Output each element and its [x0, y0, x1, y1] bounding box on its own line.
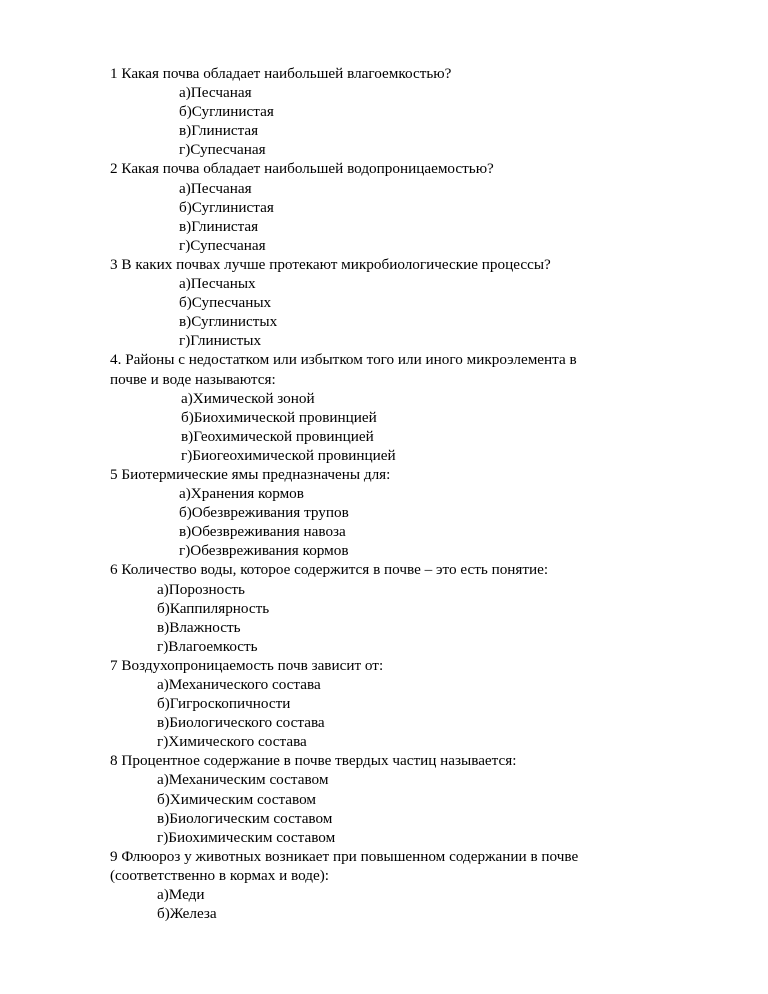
option-c: в)Глинистая	[179, 122, 259, 140]
question-9	[110, 847, 670, 923]
option-c: в)Влажность	[157, 618, 241, 636]
option-d: г)Биогеохимической провинцией	[181, 446, 396, 464]
question-text: 1 Какая почва обладает наибольшей влагоемкостью?	[110, 65, 452, 82]
question-8	[110, 751, 670, 846]
option-a: а)Порозность	[157, 580, 245, 598]
option-d: г)Глинистых	[179, 332, 262, 350]
question-2	[110, 159, 670, 254]
question-3	[110, 255, 670, 350]
question-text: 6 Количество воды, которое содержится в почве – это есть понятие:	[110, 561, 549, 579]
option-d: г)Супесчаная	[179, 236, 266, 254]
question-6	[110, 560, 670, 655]
question-text-line-1: 9 Флюороз у животных возникает при повышенном содержании в почве	[110, 847, 579, 865]
option-b: б)Суглинистая	[179, 103, 274, 121]
option-b: б)Суглинистая	[179, 198, 274, 216]
option-c: в)Геохимической провинцией	[181, 427, 374, 445]
question-text: 7 Воздухопроницаемость почв зависит от:	[110, 656, 384, 674]
option-b: б)Супесчаных	[179, 294, 272, 312]
option-a: а)Меди	[157, 886, 205, 904]
option-b: б)Биохимической провинцией	[181, 408, 377, 426]
question-text-line-1: 4. Районы с недостатком или избытком того или иного микроэлемента в	[110, 351, 577, 369]
option-b: б)Железа	[157, 905, 217, 923]
option-b: б)Химическим составом	[157, 790, 317, 808]
option-a: а)Песчаная	[179, 84, 252, 102]
question-7	[110, 656, 670, 751]
question-1	[110, 64, 670, 159]
option-b: б)Каппилярность	[157, 599, 270, 617]
option-a: а)Механического состава	[157, 676, 321, 693]
option-c: в)Биологическим составом	[157, 809, 333, 827]
option-d: г)Химического состава	[157, 733, 307, 751]
option-d: г)Супесчаная	[179, 141, 266, 159]
option-a: а)Песчаных	[179, 275, 256, 293]
question-text: 8 Процентное содержание в почве твердых частиц называется:	[110, 752, 517, 770]
option-d: г)Биохимическим составом	[157, 828, 336, 846]
quiz-content	[110, 64, 670, 923]
option-d: г)Влагоемкость	[157, 637, 258, 655]
question-text-line-2: (соответственно в кормах и воде):	[110, 866, 329, 884]
option-c: в)Биологического состава	[157, 714, 325, 732]
option-a: а)Механическим составом	[157, 771, 329, 789]
option-d: г)Обезвреживания кормов	[179, 542, 349, 560]
option-a: а)Песчаная	[179, 179, 252, 197]
question-4	[110, 350, 670, 465]
option-b: б)Обезвреживания трупов	[179, 504, 349, 522]
option-b: б)Гигроскопичности	[157, 695, 291, 713]
question-text: 3 В каких почвах лучше протекают микробиологические процессы?	[110, 255, 551, 273]
question-text: 2 Какая почва обладает наибольшей водопроницаемостью?	[110, 160, 494, 178]
question-5	[110, 465, 670, 560]
option-c: в)Суглинистых	[179, 313, 278, 331]
option-c: в)Обезвреживания навоза	[179, 523, 346, 541]
option-a: а)Химической зоной	[181, 389, 315, 407]
option-a: а)Хранения кормов	[179, 485, 304, 503]
question-text-line-2: почве и воде называются:	[110, 370, 276, 388]
question-text: 5 Биотермические ямы предназначены для:	[110, 465, 391, 483]
option-c: в)Глинистая	[179, 217, 259, 235]
